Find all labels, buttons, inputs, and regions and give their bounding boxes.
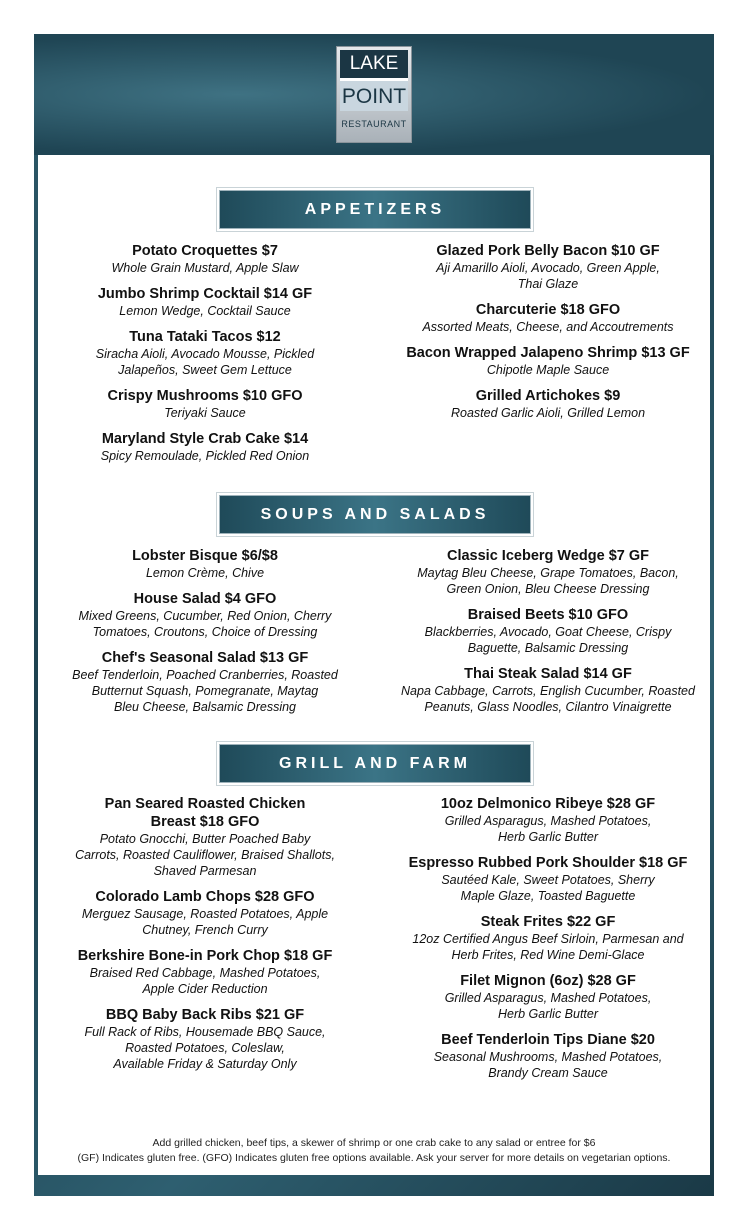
- item-name: Bacon Wrapped Jalapeno Shrimp $13 GF: [406, 345, 690, 361]
- item-name: Glazed Pork Belly Bacon $10 GF: [436, 243, 660, 259]
- appetizers-right: [383, 242, 713, 430]
- menu-item: [383, 795, 713, 845]
- item-description: Full Rack of Ribs, Housemade BBQ Sauce, Roasted Potatoes, Coleslaw, Available Friday & Saturday Only: [84, 1025, 326, 1071]
- menu-item: [383, 665, 713, 715]
- item-description: Napa Cabbage, Carrots, English Cucumber, Roasted Peanuts, Glass Noodles, Cilantro Vinaigrette: [401, 684, 695, 714]
- section-title-grill-farm: GRILL AND FARM: [219, 744, 531, 783]
- menu-item: [40, 1006, 370, 1072]
- item-name: Chef's Seasonal Salad $13 GF: [101, 650, 309, 666]
- item-description: Spicy Remoulade, Pickled Red Onion: [100, 449, 310, 463]
- logo-restaurant: RESTAURANT: [341, 119, 407, 129]
- item-name: Tuna Tataki Tacos $12: [129, 329, 281, 345]
- item-name: Braised Beets $10 GFO: [467, 607, 629, 623]
- item-name: Grilled Artichokes $9: [475, 388, 621, 404]
- restaurant-logo: [336, 46, 412, 143]
- menu-item: [40, 430, 370, 464]
- logo-point: POINT: [340, 78, 408, 111]
- item-name: Crispy Mushrooms $10 GFO: [107, 388, 303, 404]
- item-description: Mixed Greens, Cucumber, Red Onion, Cherry Tomatoes, Croutons, Choice of Dressing: [78, 609, 332, 639]
- soups-left: [40, 547, 370, 724]
- menu-item: [383, 972, 713, 1022]
- appetizers-left: [40, 242, 370, 473]
- menu-item: [40, 328, 370, 378]
- item-name: Pan Seared Roasted Chicken Breast $18 GFO: [104, 796, 306, 830]
- item-description: Grilled Asparagus, Mashed Potatoes, Herb Garlic Butter: [444, 991, 652, 1021]
- menu-item: [383, 854, 713, 904]
- section-title-appetizers: APPETIZERS: [219, 190, 531, 229]
- item-description: Assorted Meats, Cheese, and Accoutrements: [422, 320, 674, 334]
- menu-item: [40, 590, 370, 640]
- menu-item: [383, 344, 713, 378]
- menu-item: [383, 913, 713, 963]
- menu-item: [383, 1031, 713, 1081]
- item-name: Berkshire Bone-in Pork Chop $18 GF: [77, 948, 333, 964]
- item-description: Braised Red Cabbage, Mashed Potatoes, Apple Cider Reduction: [89, 966, 321, 996]
- item-description: Potato Gnocchi, Butter Poached Baby Carrots, Roasted Cauliflower, Braised Shallots, Shaved Parmesan: [75, 832, 335, 878]
- item-description: Roasted Garlic Aioli, Grilled Lemon: [450, 406, 646, 420]
- footer-addons: Add grilled chicken, beef tips, a skewer of shrimp or one crab cake to any salad or entree for $6: [152, 1137, 596, 1149]
- item-name: Lobster Bisque $6/$8: [132, 548, 278, 564]
- item-description: Whole Grain Mustard, Apple Slaw: [111, 261, 299, 275]
- item-description: Teriyaki Sauce: [164, 406, 246, 420]
- item-name: Potato Croquettes $7: [132, 243, 278, 259]
- item-description: Siracha Aioli, Avocado Mousse, Pickled Jalapeños, Sweet Gem Lettuce: [95, 347, 315, 377]
- item-name: BBQ Baby Back Ribs $21 GF: [105, 1007, 305, 1023]
- item-name: Filet Mignon (6oz) $28 GF: [460, 973, 636, 989]
- menu-item: [383, 606, 713, 656]
- grill-left: [40, 795, 370, 1081]
- menu-item: [40, 795, 370, 879]
- item-description: Chipotle Maple Sauce: [486, 363, 610, 377]
- menu-item: [383, 242, 713, 292]
- menu-item: [383, 387, 713, 421]
- item-description: Lemon Wedge, Cocktail Sauce: [119, 304, 291, 318]
- item-description: Beef Tenderloin, Poached Cranberries, Roasted Butternut Squash, Pomegranate, Maytag Bleu Cheese, Balsamic Dressing: [72, 668, 338, 714]
- menu-item: [40, 547, 370, 581]
- item-name: Beef Tenderloin Tips Diane $20: [441, 1032, 655, 1048]
- item-name: Colorado Lamb Chops $28 GFO: [95, 889, 315, 905]
- menu-item: [40, 888, 370, 938]
- footer-gluten-note: (GF) Indicates gluten free. (GFO) Indicates gluten free options available. Ask your server for more details on vegetarian options.: [77, 1152, 671, 1164]
- grill-right: [383, 795, 713, 1090]
- item-description: Lemon Crème, Chive: [145, 566, 265, 580]
- menu-item: [40, 285, 370, 319]
- logo-lake: LAKE: [340, 50, 408, 78]
- footer-notes: [38, 1136, 710, 1166]
- item-name: House Salad $4 GFO: [133, 591, 277, 607]
- item-description: Sautéed Kale, Sweet Potatoes, Sherry Maple Glaze, Toasted Baguette: [441, 873, 655, 903]
- item-name: 10oz Delmonico Ribeye $28 GF: [440, 796, 656, 812]
- menu-item: [40, 649, 370, 715]
- item-name: Espresso Rubbed Pork Shoulder $18 GF: [408, 855, 688, 871]
- item-name: Classic Iceberg Wedge $7 GF: [446, 548, 649, 564]
- item-description: Seasonal Mushrooms, Mashed Potatoes, Brandy Cream Sauce: [433, 1050, 663, 1080]
- soups-right: [383, 547, 713, 724]
- menu-item: [40, 242, 370, 276]
- menu-item: [383, 547, 713, 597]
- item-description: Blackberries, Avocado, Goat Cheese, Crispy Baguette, Balsamic Dressing: [424, 625, 672, 655]
- item-name: Thai Steak Salad $14 GF: [464, 666, 632, 682]
- menu-item: [383, 301, 713, 335]
- section-title-soups-salads: SOUPS AND SALADS: [219, 495, 531, 534]
- menu-item: [40, 387, 370, 421]
- item-name: Steak Frites $22 GF: [480, 914, 616, 930]
- item-description: Aji Amarillo Aioli, Avocado, Green Apple, Thai Glaze: [436, 261, 660, 291]
- item-name: Charcuterie $18 GFO: [475, 302, 621, 318]
- item-name: Jumbo Shrimp Cocktail $14 GF: [97, 286, 313, 302]
- item-description: 12oz Certified Angus Beef Sirloin, Parmesan and Herb Frites, Red Wine Demi-Glace: [412, 932, 684, 962]
- item-name: Maryland Style Crab Cake $14: [101, 431, 309, 447]
- menu-item: [40, 947, 370, 997]
- item-description: Grilled Asparagus, Mashed Potatoes, Herb Garlic Butter: [444, 814, 652, 844]
- item-description: Merguez Sausage, Roasted Potatoes, Apple Chutney, French Curry: [81, 907, 329, 937]
- item-description: Maytag Bleu Cheese, Grape Tomatoes, Bacon, Green Onion, Bleu Cheese Dressing: [417, 566, 679, 596]
